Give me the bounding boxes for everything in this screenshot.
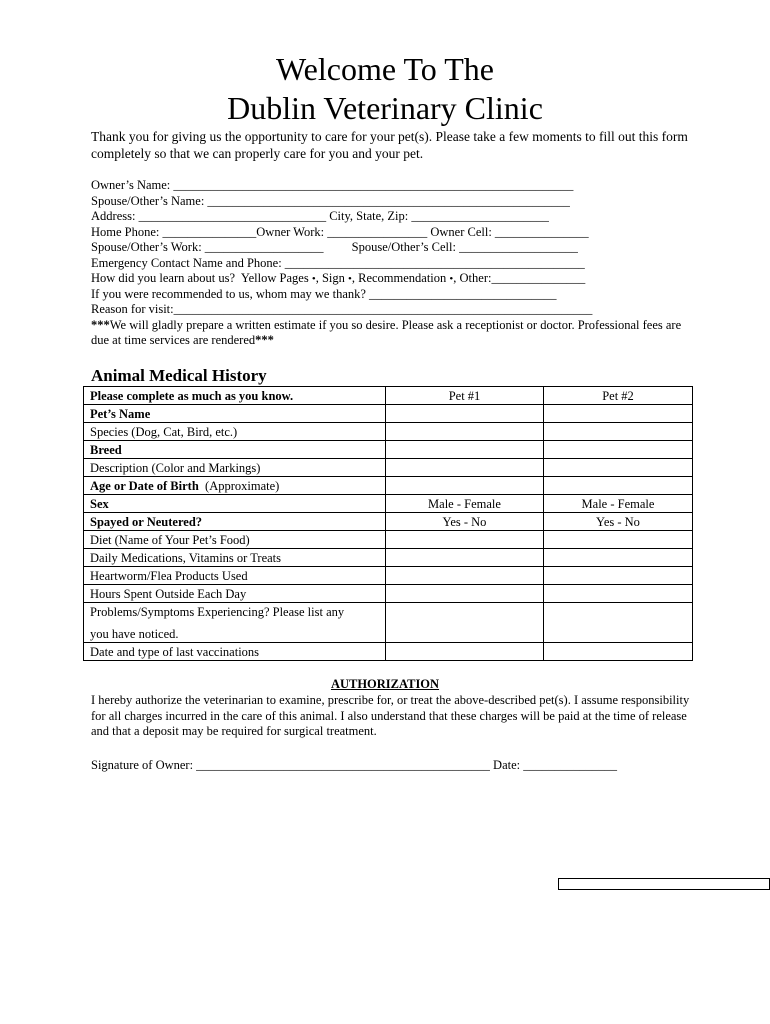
row-label: Species (Dog, Cat, Bird, etc.)	[84, 423, 386, 441]
row-label-line-1: Problems/Symptoms Experiencing? Please list any	[90, 605, 345, 619]
pet-2-cell[interactable]	[544, 531, 693, 549]
referral-recommendation-label: , Recommendation	[351, 271, 450, 285]
pet-2-cell[interactable]	[544, 643, 693, 661]
pet-1-cell[interactable]	[386, 423, 544, 441]
spouse-phone-fields[interactable]: Spouse/Other’s Work: ___________________ Spouse/Other’s Cell: ___________________	[91, 240, 578, 254]
row-label-line-2: you have noticed.	[90, 627, 179, 641]
pet-2-cell[interactable]	[544, 477, 693, 495]
spouse-name-field[interactable]: Spouse/Other’s Name: __________________________________________________________	[91, 193, 570, 208]
row-label: Hours Spent Outside Each Day	[84, 585, 386, 603]
table-row	[84, 405, 693, 423]
pet-1-cell[interactable]	[386, 585, 544, 603]
pet-2-cell[interactable]: Male - Female	[544, 495, 693, 513]
recommended-by-field[interactable]: If you were recommended to us, whom may we thank? ______________________________	[91, 286, 557, 301]
row-label: Breed	[84, 441, 386, 459]
table-row	[84, 549, 693, 567]
authorization-title: AUTHORIZATION	[330, 677, 440, 691]
intro-text: Thank you for giving us the opportunity to care for your pet(s). Please take a few moments to fill out this form completely so that we can properly care for you and your pet.	[91, 129, 688, 161]
pet-2-cell[interactable]	[544, 459, 693, 477]
pet-1-cell[interactable]	[386, 643, 544, 661]
table-row	[84, 567, 693, 585]
pet-1-cell[interactable]	[386, 459, 544, 477]
pet-2-cell[interactable]	[544, 441, 693, 459]
recommendation-bullet-icon[interactable]: •	[449, 273, 454, 285]
table-row	[84, 585, 693, 603]
row-label: Diet (Name of Your Pet’s Food)	[84, 531, 386, 549]
table-row	[84, 513, 693, 531]
row-label: Description (Color and Markings)	[84, 459, 386, 477]
table-row	[84, 459, 693, 477]
table-row	[84, 495, 693, 513]
address-field[interactable]: Address: ______________________________ City, State, Zip: ______________________	[91, 209, 549, 223]
estimate-notice	[91, 318, 691, 349]
pet-1-cell[interactable]: Male - Female	[386, 495, 544, 513]
phone-fields[interactable]: Home Phone: _______________Owner Work: ________________ Owner Cell: _______________	[91, 224, 589, 239]
row-label: Date and type of last vaccinations	[84, 643, 386, 661]
row-label: Pet’s Name	[84, 405, 386, 423]
pet-1-cell[interactable]	[386, 531, 544, 549]
pet-1-cell[interactable]	[386, 477, 544, 495]
pet-1-cell[interactable]	[386, 549, 544, 567]
pet-1-cell[interactable]	[386, 603, 544, 643]
header-pet-2: Pet #2	[544, 387, 693, 405]
pet-1-cell[interactable]	[386, 441, 544, 459]
row-label: Daily Medications, Vitamins or Treats	[84, 549, 386, 567]
estimate-stars-start: ***	[91, 317, 110, 332]
row-label: Heartworm/Flea Products Used	[84, 567, 386, 585]
table-row	[84, 603, 693, 643]
owners-name-field[interactable]: Owner’s Name: ________________________________________________________________	[91, 178, 574, 192]
header-pet-1: Pet #1	[386, 387, 544, 405]
table-row	[84, 441, 693, 459]
pet-2-cell[interactable]	[544, 423, 693, 441]
pet-2-cell[interactable]	[544, 405, 693, 423]
medical-history-table	[83, 386, 693, 661]
pet-2-cell[interactable]	[544, 603, 693, 643]
row-label	[84, 477, 386, 495]
page-title-line-2: Dublin Veterinary Clinic	[227, 90, 543, 126]
row-label: Spayed or Neutered?	[84, 513, 386, 531]
estimate-stars-end: ***	[255, 333, 274, 347]
page-title-line-1: Welcome To The	[276, 51, 494, 87]
pet-1-cell[interactable]	[386, 567, 544, 585]
sign-bullet-icon[interactable]: •	[348, 273, 352, 285]
emergency-contact-field[interactable]: Emergency Contact Name and Phone: ________________________________________________	[91, 255, 585, 270]
table-row	[84, 477, 693, 495]
header-instruction: Please complete as much as you know.	[84, 387, 386, 405]
row-label-rest: (Approximate)	[198, 478, 280, 493]
referral-question: How did you learn about us? Yellow Pages	[91, 271, 312, 285]
referral-sign-label: , Sign	[315, 271, 348, 285]
yellow-pages-bullet-icon[interactable]: •	[311, 273, 316, 285]
referral-other-field[interactable]: , Other:_______________	[453, 271, 586, 285]
table-row	[84, 423, 693, 441]
authorization-text: I hereby authorize the veterinarian to examine, prescribe for, or treat the above-described pet(s). I assume responsibility for all charges incurred in the care of this animal. I also understand that these charges will be paid at the time of release and that a deposit may be required for surgical treatment.	[91, 693, 690, 738]
row-label: Sex	[84, 495, 386, 513]
table-row	[84, 643, 693, 661]
referral-source-line	[91, 271, 585, 288]
signature-date-field[interactable]: Signature of Owner: _______________________________________________ Date: _______________	[91, 758, 618, 772]
row-label	[84, 603, 386, 643]
pet-2-cell[interactable]: Yes - No	[544, 513, 693, 531]
pet-2-cell[interactable]	[544, 567, 693, 585]
estimate-notice-text: We will gladly prepare a written estimate if you so desire. Please ask a receptionist or doctor. Professional fees are due at time services are rendered	[91, 317, 682, 347]
pet-1-cell[interactable]: Yes - No	[386, 513, 544, 531]
pet-1-cell[interactable]	[386, 405, 544, 423]
pet-2-cell[interactable]	[544, 585, 693, 603]
table-row	[84, 531, 693, 549]
footer-box	[558, 878, 770, 890]
reason-for-visit-field[interactable]: Reason for visit:___________________________________________________________________	[91, 302, 593, 316]
row-label-bold: Age or Date of Birth	[90, 478, 199, 493]
medical-history-heading: Animal Medical History	[91, 366, 267, 385]
table-header-row	[84, 387, 693, 405]
pet-2-cell[interactable]	[544, 549, 693, 567]
